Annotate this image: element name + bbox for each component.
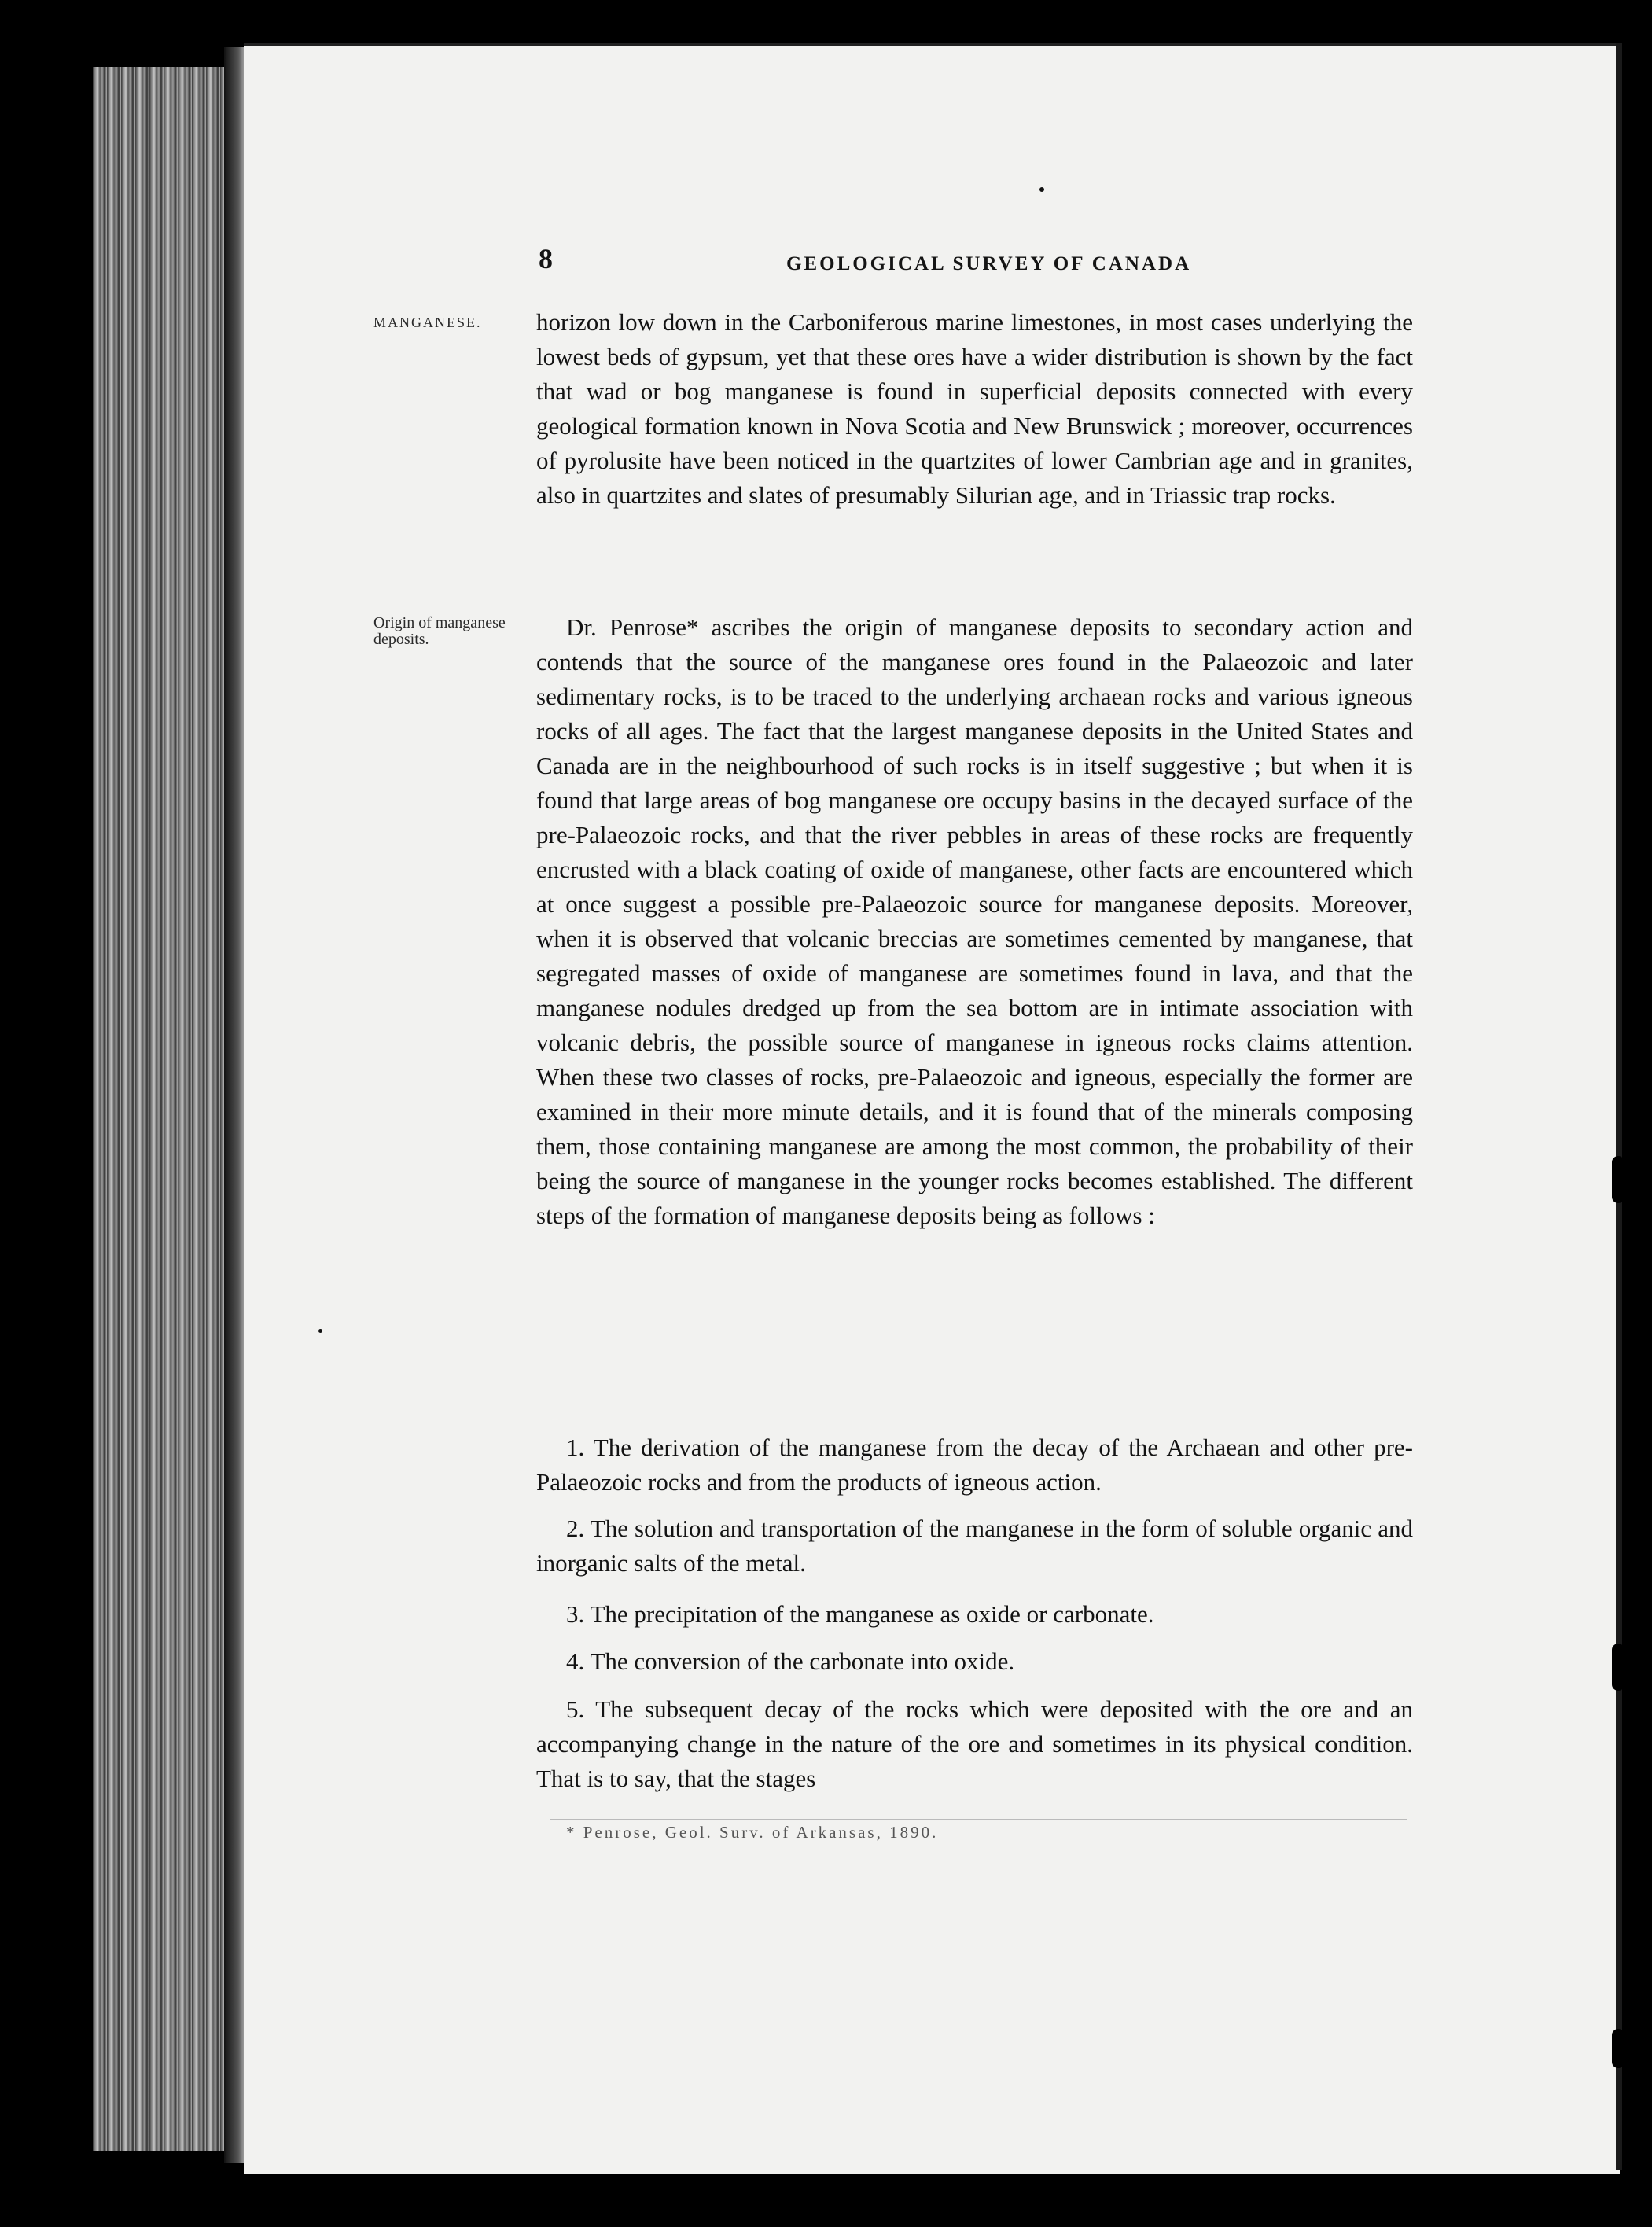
body-paragraph: Dr. Penrose* ascribes the origin of manganese deposits to secondary action and contends that the source of the manganese ores found in the Palaeozoic and later sedimentary rocks, is to be traced to the underlying archaean rocks and various igneous rocks of all ages. The fact that the largest manganese deposits in the United States and Canada are in the neighbourhood of such rocks is in itself suggestive ; but when it is found that large areas of bog manganese ore occupy basins in the decayed surface of the pre-Palaeozoic rocks, and that the river pebbles in areas of these rocks are frequently encrusted with a black coating of oxide of manganese, other facts are encountered which at once suggest a possible pre-Palaeozoic source for manganese deposits. Moreover, when it is observed that volcanic breccias are sometimes cemented by manganese, that segregated masses of oxide of manganese are sometimes found in lava, and that the manganese nodules dredged up from the sea bottom are in intimate association with volcanic debris, the possible source of manganese in igneous rocks claims attention. When these two classes of rocks, pre-Palaeozoic and igneous, especially the former are examined in their more minute details, and it is found that of the minerals composing them, those containing manganese are among the most common, the probability of their being the source of manganese in the younger rocks becomes established. The different steps of the formation of manganese deposits being as follows : [536,613,1413,1229]
scan-edge-mark [1612,1644,1624,1691]
scan-edge-mark [1612,2029,1624,2068]
list-item: 5. The subsequent decay of the rocks which were deposited with the ore and an accompanying change in the nature of the ore and sometimes in its physical condition. That is to say, that the stages [536,1695,1413,1792]
list-item: 1. The derivation of the manganese from the decay of the Archaean and other pre-Palaeozoic rocks and from the products of igneous action. [536,1434,1413,1496]
footnote-divider [550,1819,1407,1820]
margin-note-origin: Origin of manganese deposits. [373,614,506,648]
dust-speck [318,1329,322,1333]
body-paragraph: horizon low down in the Carboniferous marine limestones, in most cases underlying the lowest beds of gypsum, yet that these ores have a wider distribution is shown by the fact that wad or bog manganese is found in superficial deposits connected with every geological formation known in Nova Scotia and New Brunswick ; moreover, occurrences of pyrolusite have been noticed in the quartzites of lower Cambrian age and in granites, also in quartzites and slates of presumably Silurian age, and in Triassic trap rocks. [536,308,1413,509]
list-item: 4. The conversion of the carbonate into oxide. [566,1647,1015,1675]
margin-note-manganese: MANGANESE. [373,315,482,330]
running-head: GEOLOGICAL SURVEY OF CANADA [786,253,1192,274]
list-item: 3. The precipitation of the manganese as oxide or carbonate. [566,1600,1154,1628]
list-item: 2. The solution and transportation of the manganese in the form of soluble organic and inorganic salts of the metal. [536,1515,1413,1577]
scan-edge-mark [1612,1156,1624,1203]
book-page-edge [93,67,234,2151]
paper-right-edge [1616,43,1622,2170]
footnote: * Penrose, Geol. Surv. of Arkansas, 1890. [566,1823,939,1842]
dust-speck [1039,187,1044,192]
page-number: 8 [539,243,554,274]
